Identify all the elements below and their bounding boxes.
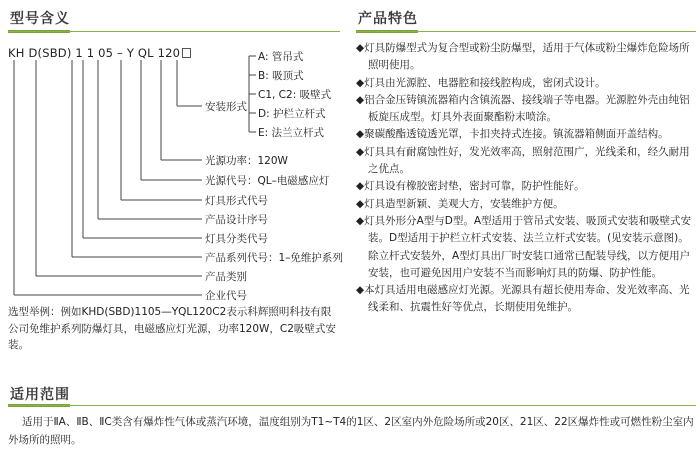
code-part-design: 05 [94,46,114,60]
feature-item: ◆铝合金压铸镇流器箱内含镇流器、接线端子等电器。光源腔外壳由纯铝板旋压成型。灯具外表面聚酯粉末喷涂。 [356,93,690,124]
legend-category: 产品类别 [205,271,247,283]
feature-item: ◆灯具防爆型式为复合型或粉尘防爆型，适用于气体或粉尘爆炸危险场所照明使用。 [356,42,690,72]
install-option-d: D: 护栏立杆式 [258,108,326,120]
code-part-h: H [15,46,25,60]
feature-item: ◆灯具由光源腔、电器腔和接线腔构成，密闭式设计。 [356,76,606,89]
code-part-class: 1 [82,46,95,60]
scope-title: 适用范围 [10,387,70,403]
legend-enterprise: 企业代号 [205,290,247,302]
code-part-series: 1 [71,46,83,60]
scope-rule [8,405,696,406]
install-option-a: A: 管吊式 [258,51,304,63]
feature-item: ◆本灯具适用电磁感应灯光源。光源具有超长使用寿命、发光效率高、光线柔和、抗震性好等优点，长期使用免维护。 [356,284,690,314]
install-option-e: E: 法兰立杆式 [258,127,325,139]
scope-text: 适用于ⅡA、ⅡB、ⅡC类含有爆炸性气体或蒸汽环境，温度组别为T1~T4的1区、2区室内外危险场所或20区、21区、22区爆炸性或可燃性粉尘室内外场所的照明。 [8,416,694,446]
legend-form-code: 灯具形式代号 [205,195,268,207]
install-option-c: C1, C2: 吸壁式 [258,89,332,101]
code-part-power: 120 [153,46,181,60]
code-part-d-sbd: D(SBD) [24,46,72,60]
features-list [356,40,696,317]
install-option-b: B: 吸顶式 [258,70,304,82]
code-part-k: K [8,46,16,60]
feature-item: ◆灯具造型新颖、美观大方，安装维护方便。 [356,197,564,210]
model-meaning-title: 型号含义 [10,11,70,27]
feature-item: ◆灯具外形分A型与D型。A型适用于管吊式安装、吸顶式安装和吸壁式安装。D型适用于护栏立杆式安装、法兰立杆式安装。(见安装示意图)。除立杆式安装外，A型灯具出厂时安装口通常已配装导线，以方便用户安装，也可避免因用户安装不当而影响灯具的防爆、防护性能。 [356,214,692,279]
code-part-source: QL [134,46,154,60]
feature-item: ◆灯具具有耐腐蚀性好，发光效率高，照射范围广，光线柔和，经久耐用之优点。 [356,145,690,176]
code-part-form: – Y [113,46,135,60]
feature-item: ◆灯具设有橡胶密封垫，密封可靠，防护性能好。 [356,180,585,193]
features-title: 产品特色 [358,11,418,27]
legend-power: 光源功率：120W [205,155,288,167]
legend-light-source: 光源代号：QL–电磁感应灯 [205,175,330,187]
selection-example: 选型举例：例如KHD(SBD)1105—YQL120C2表示科辉照明科技有限公司免维护系列防爆灯具，电磁感应灯光源，功率120W，C2吸壁式安装。 [8,306,336,351]
legend-design-no: 产品设计序号 [205,214,268,226]
legend-series-code: 产品系列代号：1–免维护系列 [205,252,343,264]
legend-class-code: 灯具分类代号 [205,233,268,245]
feature-item: ◆聚碳酸酯透镜透光罩，卡扣夹持式连接。镇流器箱侧面开盖结构。 [356,128,669,141]
install-form-label: 安装形式 [205,101,247,113]
features-rule [356,31,696,32]
